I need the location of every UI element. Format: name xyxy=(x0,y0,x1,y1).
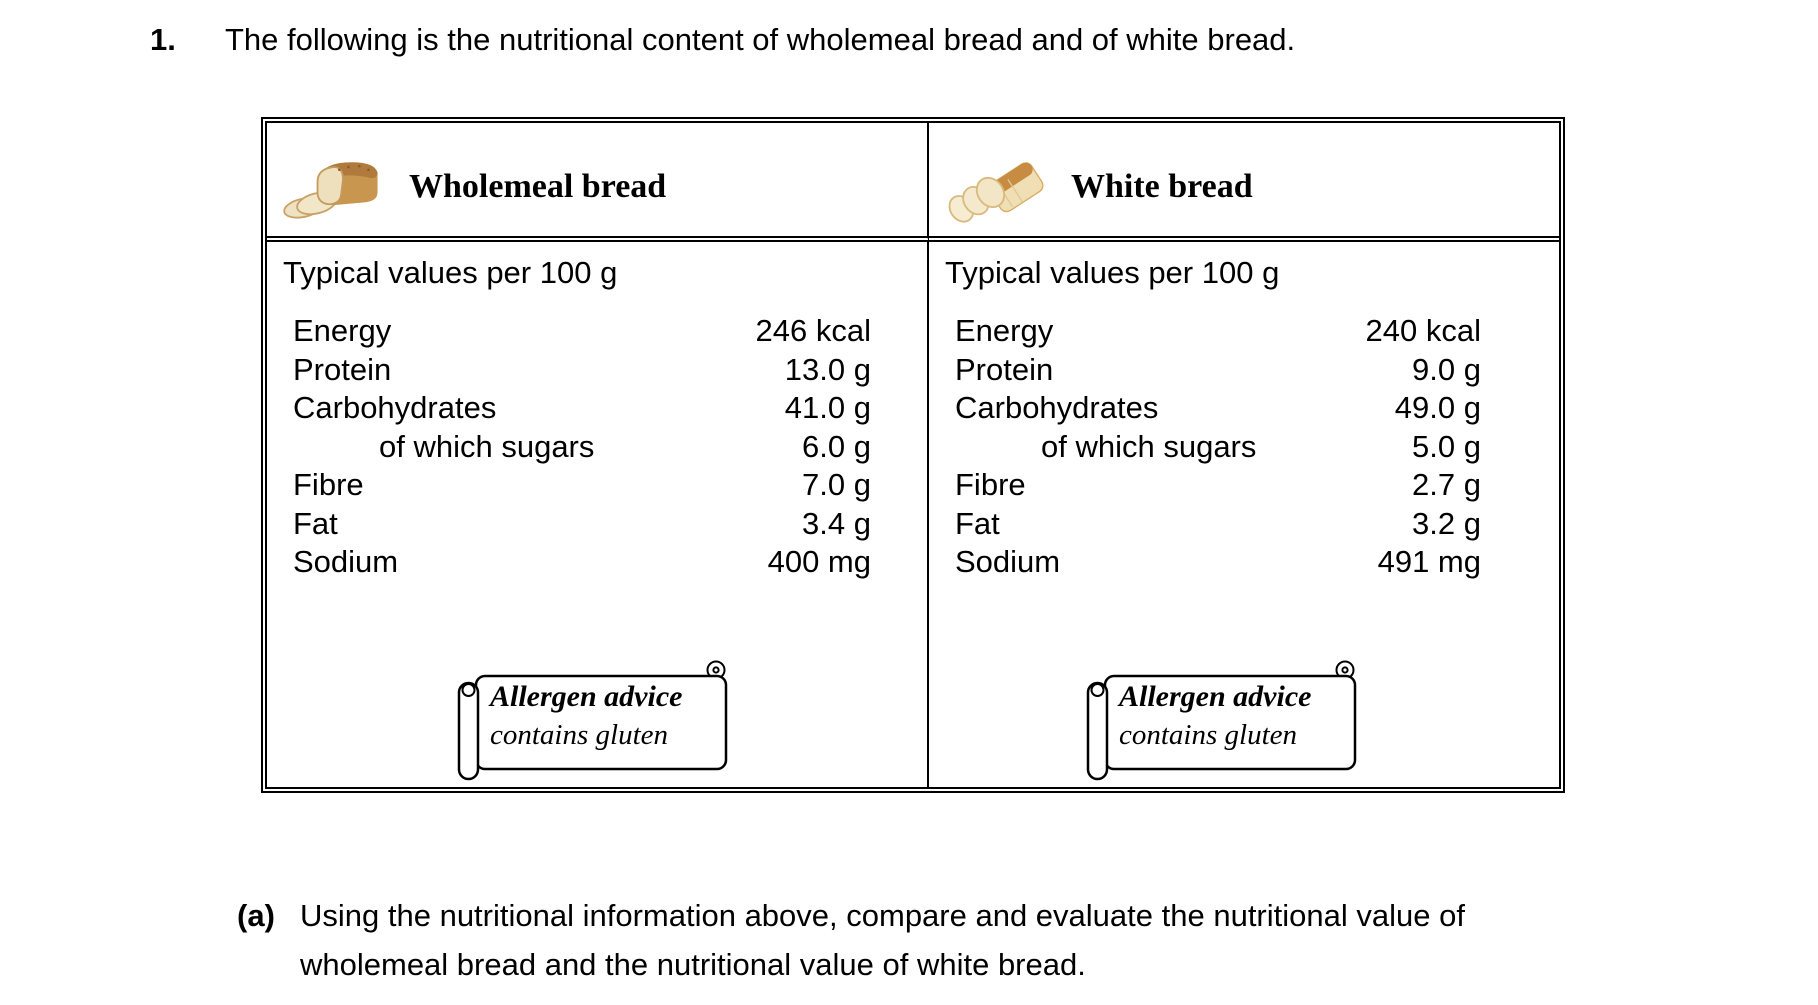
nutrient-value: 41.0 g xyxy=(784,390,871,425)
nutrient-label: Carbohydrates xyxy=(955,390,1159,425)
nutrient-label: Carbohydrates xyxy=(293,390,497,425)
white-values-cell xyxy=(929,242,1559,787)
nutrient-label: Fibre xyxy=(955,467,1026,502)
nutrient-value: 13.0 g xyxy=(784,351,871,387)
nutrient-label: Fat xyxy=(955,505,1000,541)
allergen-scroll xyxy=(1081,657,1381,784)
nutrient-value: 3.4 g xyxy=(802,505,871,541)
wholemeal-values-cell xyxy=(267,242,929,787)
nutrient-value: 491 mg xyxy=(1377,544,1481,579)
nutrient-value: 6.0 g xyxy=(802,428,871,464)
allergen-title: Allergen advice xyxy=(1119,680,1312,713)
nutrient-value: 7.0 g xyxy=(802,467,871,502)
nutrient-label: Fibre xyxy=(293,467,364,502)
typical-values-label: Typical values per 100 g xyxy=(945,255,1280,290)
typical-values-label: Typical values per 100 g xyxy=(283,255,618,290)
nutrient-value: 9.0 g xyxy=(1412,351,1481,387)
nutrient-row xyxy=(945,543,1481,582)
nutrition-table xyxy=(261,117,1565,793)
nutrient-row xyxy=(945,466,1481,505)
nutrient-row xyxy=(283,505,871,544)
nutrient-label: Energy xyxy=(293,313,392,348)
nutrient-row xyxy=(283,389,871,428)
nutrient-label: Sodium xyxy=(955,544,1061,579)
nutrient-label: Energy xyxy=(955,313,1054,348)
white-bread-icon xyxy=(945,149,1045,225)
nutrient-row xyxy=(945,505,1481,544)
question-intro: The following is the nutritional content of wholemeal bread and of white bread. xyxy=(225,22,1296,57)
nutrient-row xyxy=(945,389,1481,428)
nutrient-row xyxy=(283,428,871,467)
nutrient-value: 2.7 g xyxy=(1412,467,1481,502)
nutrient-value: 240 kcal xyxy=(1365,313,1481,348)
nutrient-row xyxy=(283,351,871,390)
allergen-text: contains gluten xyxy=(490,719,669,751)
allergen-scroll xyxy=(452,657,752,784)
nutrient-rows xyxy=(283,312,927,582)
question-number: 1. xyxy=(150,22,176,57)
nutrient-label: Sodium xyxy=(293,544,399,579)
allergen-text: contains gluten xyxy=(1119,719,1298,751)
nutrient-row xyxy=(283,543,871,582)
nutrient-value: 3.2 g xyxy=(1412,505,1481,541)
nutrient-label: of which sugars xyxy=(1041,428,1257,464)
nutrient-label: of which sugars xyxy=(379,428,595,464)
question-part-a xyxy=(237,891,1620,989)
allergen-title: Allergen advice xyxy=(490,680,683,713)
nutrient-label: Protein xyxy=(293,351,392,387)
wholemeal-header-cell xyxy=(267,123,929,242)
wholemeal-title: Wholemeal bread xyxy=(409,167,667,205)
wholemeal-bread-icon xyxy=(283,149,383,225)
part-a-label: (a) xyxy=(237,898,275,933)
nutrient-label: Protein xyxy=(955,351,1054,387)
nutrient-row xyxy=(283,312,871,351)
white-header-cell xyxy=(929,123,1559,242)
nutrient-value: 246 kcal xyxy=(755,313,871,348)
nutrient-row xyxy=(283,466,871,505)
nutrient-label: Fat xyxy=(293,505,338,541)
nutrient-row xyxy=(945,351,1481,390)
nutrient-value: 5.0 g xyxy=(1412,428,1481,464)
nutrient-row xyxy=(945,428,1481,467)
nutrient-value: 49.0 g xyxy=(1394,390,1481,425)
white-title: White bread xyxy=(1071,167,1253,205)
nutrient-rows xyxy=(945,312,1559,582)
part-a-text: Using the nutritional information above, compare and evaluate the nutritional value of wholemeal bread and the nutritional value of white bread. xyxy=(300,898,1465,982)
nutrient-value: 400 mg xyxy=(767,544,871,579)
nutrient-row xyxy=(945,312,1481,351)
